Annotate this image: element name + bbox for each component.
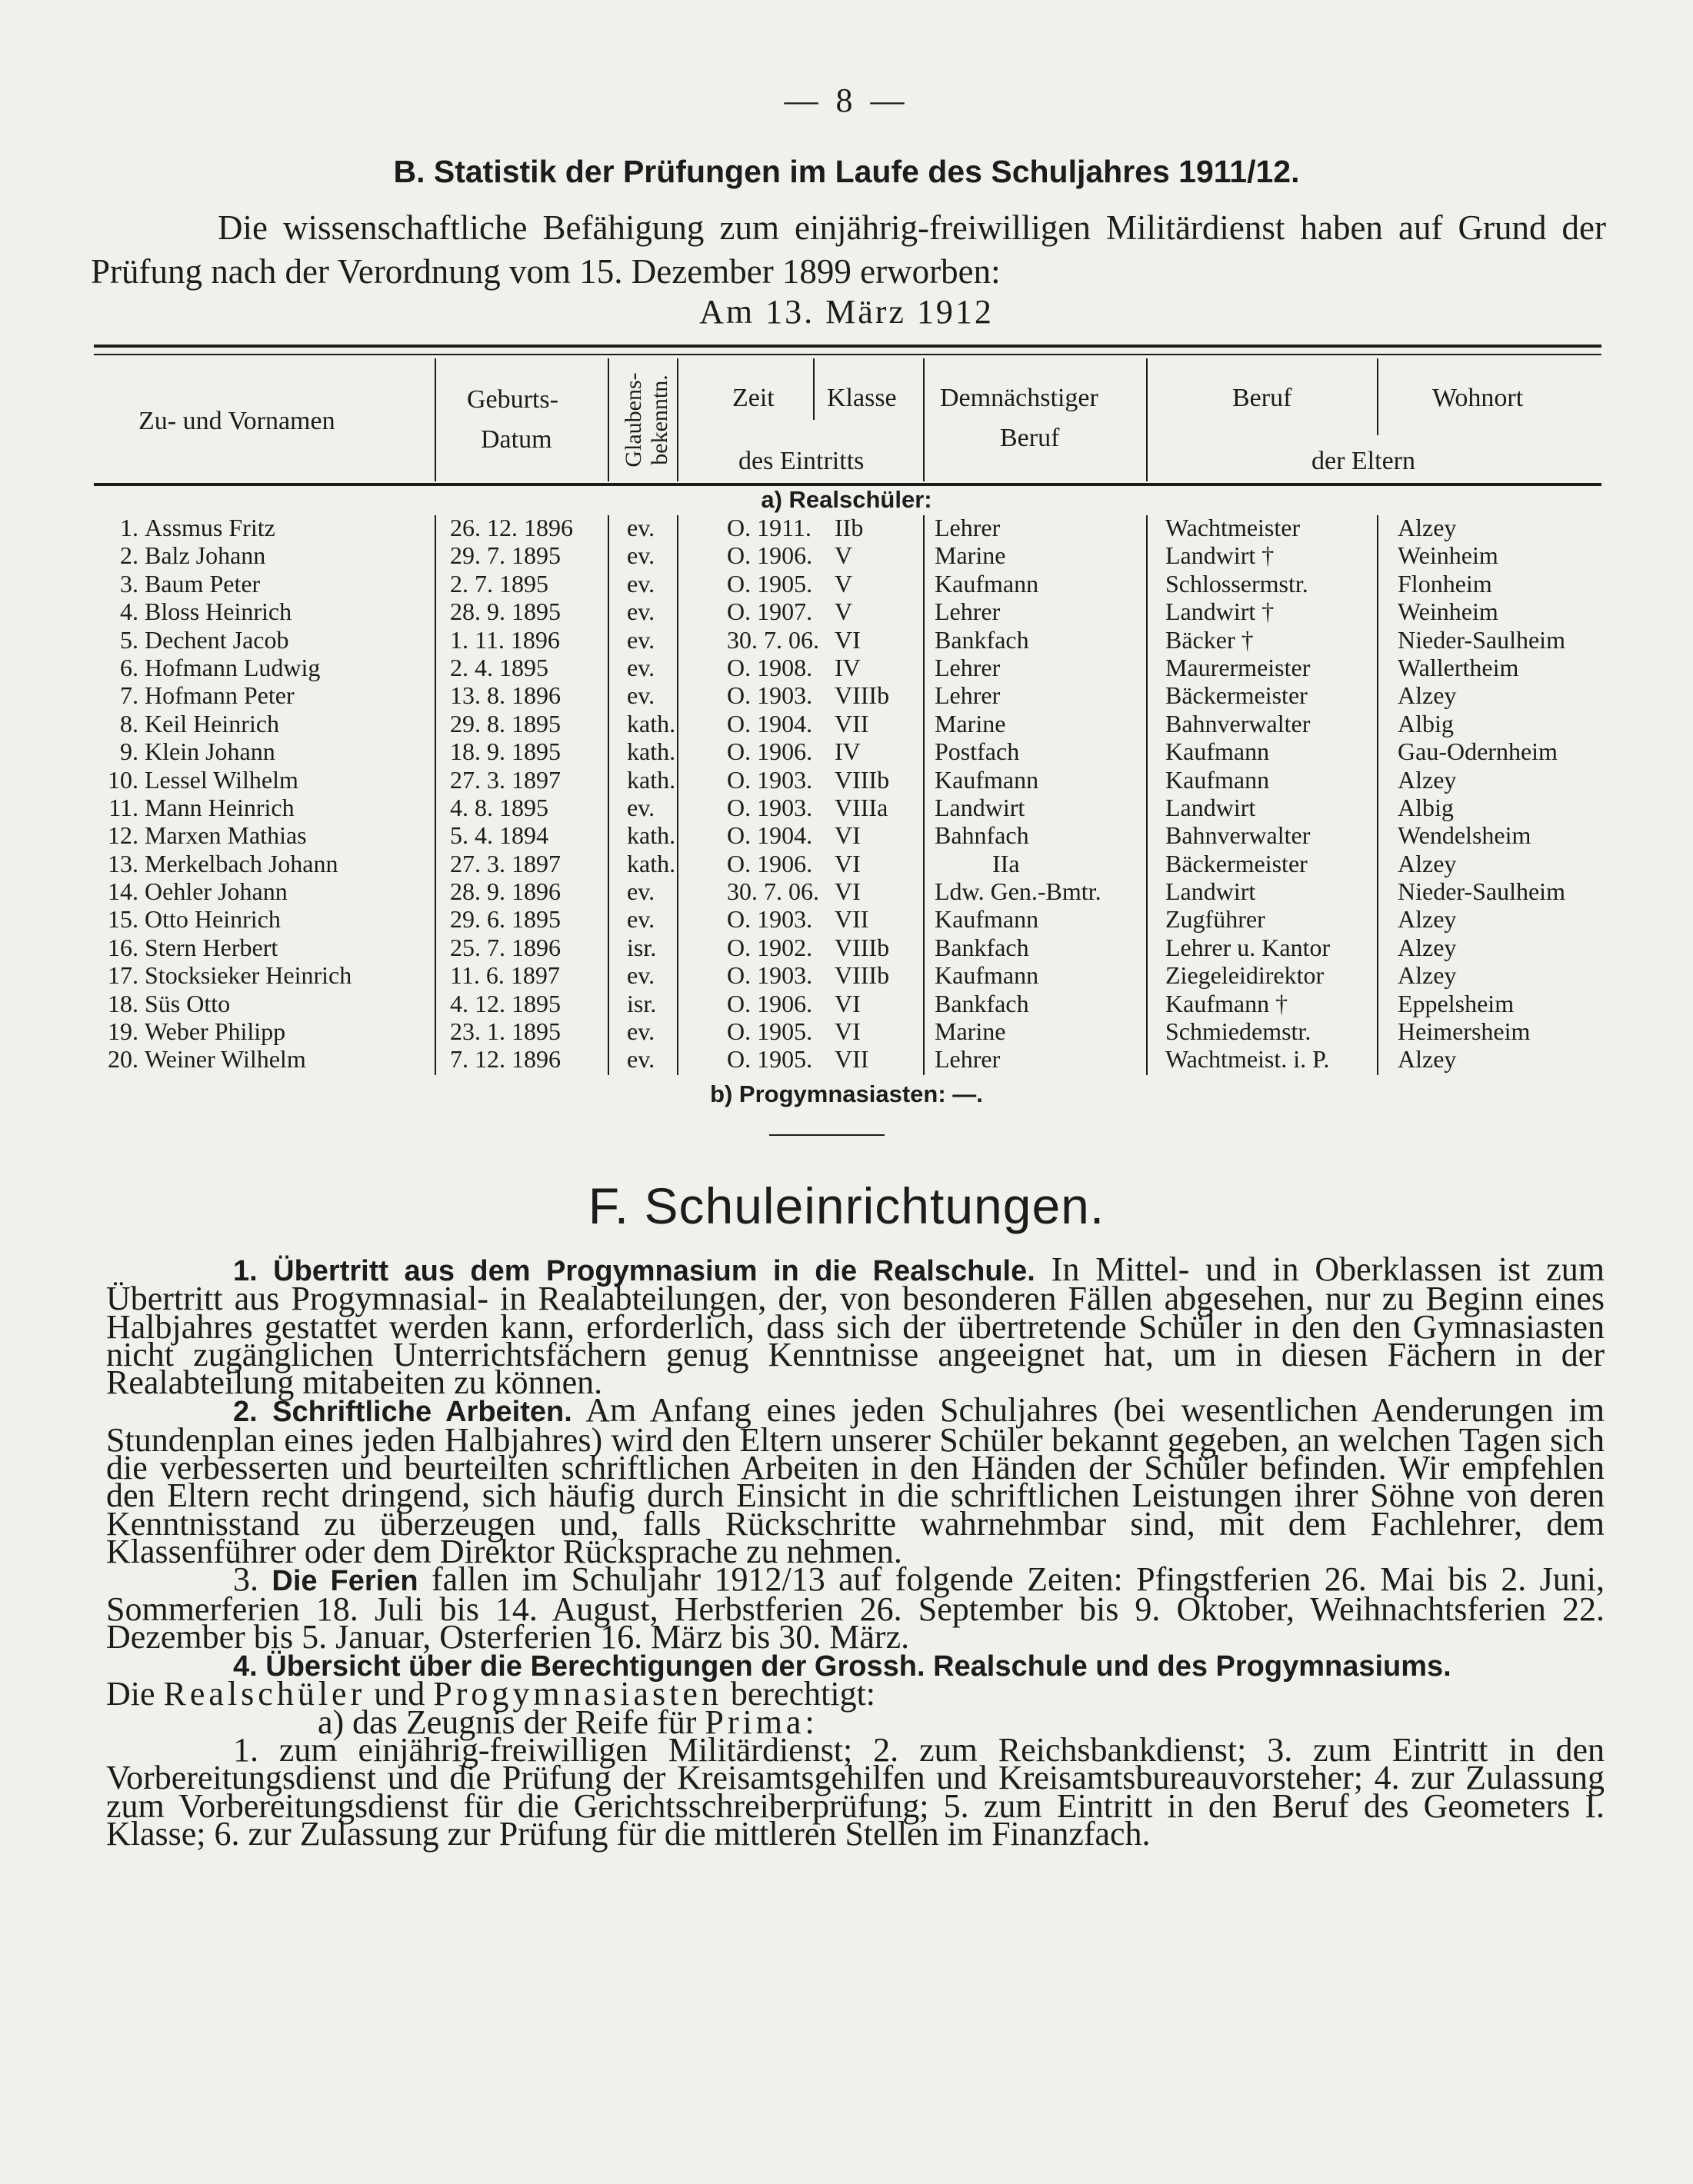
cell-beruf: Bankfach [935,625,1029,654]
p4-post: berechtigt: [730,1675,876,1713]
cell-eltern-beruf: Kaufmann [1165,737,1270,766]
cell-religion: isr. [627,933,657,961]
cell-wohnort: Eppelsheim [1398,989,1515,1017]
cell-name: Lessel Wilhelm [145,765,298,794]
cell-religion: kath. [627,709,676,737]
cell-zeit: O. 1906. [727,849,813,877]
cell-name: Weiner Wilhelm [145,1045,306,1074]
cell-klasse: VIIIb [835,961,890,990]
table-row [0,514,1693,541]
cell-birth: 29. 6. 1895 [450,905,561,934]
cell-eltern-beruf: Bäckermeister [1165,849,1308,877]
cell-wohnort: Gau-Odernheim [1398,737,1558,766]
cell-eltern-beruf: Bahnverwalter [1165,709,1311,737]
cell-zeit: O. 1902. [727,933,813,961]
cell-num: 9. [120,737,138,766]
cell-eltern-beruf: Schlossermstr. [1165,569,1308,598]
paragraph-2-text: Am Anfang eines jeden Schuljahres (bei wesentlichen Aenderungen im Stundenplan eines jeden Halbjahres) wird den Eltern unserer Schüler bekannt gegeben, an welchen Tagen sich die verbesserten und beurteilten schriftlichen Arbeiten in den Händen der Schüler befinden. Wir empfehlen den Eltern recht dringend, sich häufig durch Einsicht in die schriftlichen Leistungen ihrer Söhne von deren Kenntnisstand zu überzeugen und, falls Rückschritte wahrnehmbar sind, mit dem Fachlehrer, dem Klassenführer oder dem Direktor Rücksprache zu nehmen. [106,1391,1605,1570]
cell-name: Hofmann Ludwig [145,653,321,681]
table-row [0,710,1693,737]
header-religion-2: bekenntn. [647,375,672,465]
paragraph-3-heading: Die Ferien [272,1565,418,1598]
paragraph-3-text: fallen im Schuljahr 1912/13 auf folgende Zeiten: Pfingstferien 26. Mai bis 2. Juni, Sommerferien 18. Juli bis 14. August, Herbstferien 26. September bis 9. Oktober, Weihnachtsferien 22. Dezember bis 5. Januar, Osterferien 16. März bis 30. März. [106,1560,1605,1656]
cell-klasse: VI [835,1017,861,1046]
table-row [0,1045,1693,1073]
cell-num: 10. [108,765,138,794]
cell-klasse: V [835,598,853,626]
cell-birth: 25. 7. 1896 [450,933,561,961]
cell-wohnort: Alzey [1398,765,1457,794]
cell-zeit: 30. 7. 06. [727,877,819,906]
p4a-prima: Prima [705,1703,805,1741]
cell-zeit: O. 1903. [727,681,813,710]
cell-num: 4. [120,598,138,626]
cell-religion: kath. [627,849,676,877]
cell-beruf: Lehrer [935,681,1001,710]
col-divider [813,358,815,420]
cell-beruf: Bahnfach [935,821,1029,850]
section-b-intro [91,206,1606,294]
cell-num: 19. [108,1017,138,1046]
cell-religion: ev. [627,877,655,906]
cell-birth: 11. 6. 1897 [450,961,560,990]
header-name: Zu- und Vornamen [138,407,335,435]
header-future-1: Demnächstiger [940,384,1098,412]
header-parent-job: Beruf [1232,384,1292,412]
cell-beruf: IIa [992,849,1020,877]
table-row [0,794,1693,821]
cell-religion: kath. [627,737,676,766]
cell-religion: ev. [627,598,655,626]
cell-eltern-beruf: Wachtmeister [1165,514,1301,541]
cell-zeit: O. 1906. [727,737,813,766]
cell-beruf: Ldw. Gen.-Bmtr. [935,877,1101,906]
cell-wohnort: Wendelsheim [1398,821,1531,850]
cell-klasse: VI [835,989,861,1017]
cell-klasse: IV [835,737,861,766]
cell-klasse: IV [835,653,861,681]
cell-name: Dechent Jacob [145,625,289,654]
cell-eltern-beruf: Landwirt [1165,793,1256,821]
cell-zeit: O. 1905. [727,1045,813,1074]
cell-zeit: O. 1903. [727,905,813,934]
cell-religion: ev. [627,793,655,821]
section-b-title: B. Statistik der Prüfungen im Laufe des Schuljahres 1911/12. [393,154,1300,189]
cell-num: 12. [108,821,138,850]
paragraph-3-num: 3. [233,1560,258,1599]
cell-klasse: VI [835,625,861,654]
cell-birth: 2. 7. 1895 [450,569,548,598]
cell-beruf: Marine [935,709,1006,737]
header-parents: der Eltern [1311,447,1415,475]
cell-wohnort: Alzey [1398,961,1457,990]
cell-name: Marxen Mathias [145,821,307,850]
cell-beruf: Landwirt [935,793,1025,821]
cell-eltern-beruf: Landwirt † [1165,541,1275,570]
separator-rule [769,1134,885,1136]
table-row [0,1017,1693,1045]
cell-klasse: VIIIb [835,933,890,961]
cell-num: 1. [120,514,138,541]
table-row [0,598,1693,625]
table-row [0,541,1693,569]
cell-religion: ev. [627,653,655,681]
paragraph-2-heading: 2. Schriftliche Arbeiten. [233,1396,572,1429]
cell-klasse: VI [835,849,861,877]
cell-eltern-beruf: Wachtmeist. i. P. [1165,1045,1330,1074]
table-row [0,934,1693,961]
cell-birth: 28. 9. 1895 [450,598,561,626]
header-religion-text [621,352,675,488]
cell-birth: 2. 4. 1895 [450,653,548,681]
page-number: — 8 — [784,82,909,119]
table-row [0,766,1693,794]
cell-eltern-beruf: Bäckermeister [1165,681,1308,710]
header-klasse: Klasse [827,384,897,412]
cell-beruf: Lehrer [935,653,1001,681]
cell-name: Stern Herbert [145,933,278,961]
col-divider [1146,358,1148,481]
cell-name: Süs Otto [145,989,231,1017]
cell-zeit: O. 1905. [727,569,813,598]
cell-eltern-beruf: Landwirt [1165,877,1256,906]
table-row [0,905,1693,933]
cell-klasse: VIIIa [835,793,888,821]
header-future-2: Beruf [1000,424,1060,452]
exam-date: Am 13. März 1912 [699,293,994,331]
cell-zeit: O. 1903. [727,961,813,990]
col-divider [677,358,678,481]
cell-name: Keil Heinrich [145,709,280,737]
cell-religion: isr. [627,989,657,1017]
cell-klasse: VIIIb [835,681,890,710]
cell-wohnort: Weinheim [1398,598,1498,626]
table-row [0,737,1693,765]
header-religion-1: Glaubens- [621,372,646,468]
cell-religion: ev. [627,625,655,654]
cell-religion: ev. [627,961,655,990]
cell-eltern-beruf: Lehrer u. Kantor [1165,933,1331,961]
paragraph-1-heading: 1. Übertritt aus dem Progymnasium in die Realschule. [233,1255,1035,1287]
cell-eltern-beruf: Ziegeleidirektor [1165,961,1325,990]
table-top-rule [94,345,1601,348]
cell-num: 5. [120,625,138,654]
cell-zeit: 30. 7. 06. [727,625,819,654]
cell-klasse: VI [835,821,861,850]
subheading-progymnasiasten: b) Progymnasiasten: —. [710,1080,983,1107]
cell-wohnort: Alzey [1398,933,1457,961]
p4-realschueler: Realschüler [163,1675,366,1713]
cell-birth: 4. 8. 1895 [450,793,548,821]
header-zeit: Zeit [732,384,775,412]
cell-beruf: Kaufmann [935,765,1039,794]
cell-birth: 27. 3. 1897 [450,765,561,794]
cell-wohnort: Alzey [1398,849,1457,877]
cell-eltern-beruf: Maurermeister [1165,653,1311,681]
col-divider [608,358,609,481]
cell-num: 8. [120,709,138,737]
student-rows [0,514,1693,1074]
cell-name: Merkelbach Johann [145,849,338,877]
cell-religion: ev. [627,1045,655,1074]
cell-wohnort: Alzey [1398,905,1457,934]
cell-wohnort: Albig [1398,793,1454,821]
cell-zeit: O. 1903. [727,765,813,794]
cell-name: Klein Johann [145,737,275,766]
cell-eltern-beruf: Bäcker † [1165,625,1254,654]
p4-progymnasiasten: Progymnasiasten [433,1675,722,1713]
cell-klasse: V [835,569,853,598]
cell-wohnort: Nieder-Saulheim [1398,877,1565,906]
table-row [0,990,1693,1017]
paragraph-1-text: In Mittel- und in Oberklassen ist zum Übertritt aus Progymnasial- in Realabteilungen, der, von besonderen Fällen abgesehen, nur zu Beginn eines Halbjahres gestattet werden kann, erforderlich, dass sich der übertretende Schüler in den den Gymnasiasten nicht zugänglichen Unterrichtsfächern genug Kenntnisse angeeignet hat, um in diesen Fächern in der Realabteilung mitabeiten zu können. [106,1250,1605,1402]
cell-beruf: Bankfach [935,933,1029,961]
cell-name: Oehler Johann [145,877,288,906]
cell-eltern-beruf: Landwirt † [1165,598,1275,626]
cell-birth: 29. 8. 1895 [450,709,561,737]
cell-zeit: O. 1907. [727,598,813,626]
cell-name: Bloss Heinrich [145,598,292,626]
col-divider [1377,358,1378,435]
cell-wohnort: Alzey [1398,514,1457,541]
paragraph-4-title: 4. Übersicht über die Berechtigungen der Grossh. Realschule und des Progymnasiums. [233,1650,1451,1683]
paragraph-4-list [106,1731,1605,1853]
p4-und: und [374,1675,425,1713]
cell-num: 6. [120,653,138,681]
cell-name: Weber Philipp [145,1017,286,1046]
cell-num: 13. [108,849,138,877]
cell-beruf: Marine [935,541,1006,570]
cell-wohnort: Heimersheim [1398,1017,1531,1046]
cell-birth: 4. 12. 1895 [450,989,561,1017]
cell-religion: ev. [627,905,655,934]
cell-eltern-beruf: Bahnverwalter [1165,821,1311,850]
header-birth-2: Datum [481,425,552,454]
cell-klasse: VII [835,905,869,934]
cell-klasse: VII [835,709,869,737]
cell-birth: 1. 11. 1896 [450,625,560,654]
cell-religion: ev. [627,681,655,710]
cell-eltern-beruf: Kaufmann [1165,765,1270,794]
header-entry: des Eintritts [738,447,865,475]
table-row [0,850,1693,877]
cell-beruf: Lehrer [935,598,1001,626]
cell-name: Stocksieker Heinrich [145,961,352,990]
p4a-post: : [805,1703,815,1741]
cell-num: 11. [108,793,138,821]
cell-wohnort: Alzey [1398,1045,1457,1074]
paragraph-1 [106,1250,1605,1402]
cell-beruf: Marine [935,1017,1006,1046]
cell-religion: ev. [627,569,655,598]
table-row [0,570,1693,598]
cell-zeit: O. 1904. [727,821,813,850]
cell-num: 17. [108,961,138,990]
cell-wohnort: Flonheim [1398,569,1492,598]
cell-klasse: VII [835,1045,869,1074]
cell-beruf: Bankfach [935,989,1029,1017]
cell-birth: 28. 9. 1896 [450,877,561,906]
cell-birth: 27. 3. 1897 [450,849,561,877]
cell-zeit: O. 1906. [727,541,813,570]
cell-num: 18. [108,989,138,1017]
cell-birth: 18. 9. 1895 [450,737,561,766]
cell-religion: ev. [627,541,655,570]
table-row [0,961,1693,989]
cell-beruf: Kaufmann [935,905,1039,934]
cell-num: 7. [120,681,138,710]
cell-beruf: Kaufmann [935,961,1039,990]
table-row [0,681,1693,709]
cell-wohnort: Nieder-Saulheim [1398,625,1565,654]
table-top-rule-thin [94,354,1601,355]
cell-name: Assmus Fritz [145,514,275,541]
cell-birth: 29. 7. 1895 [450,541,561,570]
section-f-title: F. Schuleinrichtungen. [588,1177,1105,1234]
col-divider [923,358,925,481]
cell-klasse: IIb [835,514,864,541]
header-religion [621,352,675,488]
p4-pre: Die [106,1675,155,1713]
cell-birth: 13. 8. 1896 [450,681,561,710]
cell-name: Otto Heinrich [145,905,281,934]
cell-birth: 5. 4. 1894 [450,821,548,850]
cell-eltern-beruf: Schmiedemstr. [1165,1017,1311,1046]
paragraph-2 [106,1391,1605,1570]
table-row [0,877,1693,905]
header-residence: Wohnort [1432,384,1524,412]
cell-zeit: O. 1911. [727,514,812,541]
cell-wohnort: Albig [1398,709,1454,737]
cell-name: Baum Peter [145,569,261,598]
cell-num: 2. [120,541,138,570]
cell-eltern-beruf: Kaufmann † [1165,989,1288,1017]
table-row [0,654,1693,681]
cell-klasse: VI [835,877,861,906]
cell-religion: kath. [627,821,676,850]
table-row [0,821,1693,849]
col-divider [435,358,436,481]
cell-beruf: Lehrer [935,514,1001,541]
cell-name: Balz Johann [145,541,266,570]
cell-beruf: Postfach [935,737,1020,766]
cell-birth: 7. 12. 1896 [450,1045,561,1074]
cell-eltern-beruf: Zugführer [1165,905,1265,934]
subheading-realschueler: a) Realschüler: [761,486,932,513]
cell-wohnort: Alzey [1398,681,1457,710]
paragraph-3 [106,1560,1605,1656]
section-f-body [106,1250,1605,1853]
cell-zeit: O. 1905. [727,1017,813,1046]
cell-birth: 26. 12. 1896 [450,514,573,541]
cell-beruf: Kaufmann [935,569,1039,598]
cell-wohnort: Wallertheim [1398,653,1519,681]
cell-name: Hofmann Peter [145,681,295,710]
cell-zeit: O. 1903. [727,793,813,821]
cell-wohnort: Weinheim [1398,541,1498,570]
cell-num: 3. [120,569,138,598]
cell-religion: ev. [627,514,655,541]
cell-beruf: Lehrer [935,1045,1001,1074]
cell-klasse: VIIIb [835,765,890,794]
p4a-pre: a) das Zeugnis der Reife für [318,1703,697,1741]
cell-num: 20. [108,1045,138,1074]
cell-zeit: O. 1904. [727,709,813,737]
table-row [0,626,1693,654]
header-birth-1: Geburts- [467,385,558,414]
cell-num: 14. [108,877,138,906]
cell-num: 15. [108,905,138,934]
section-b-intro-text: Die wissenschaftliche Befähigung zum einjährig-freiwilligen Militärdienst haben auf Grund der Prüfung nach der Verordnung vom 15. Dezember 1899 erworben: [91,208,1606,291]
cell-num: 16. [108,933,138,961]
p4-list-text: 1. zum einjährig-freiwilligen Militärdienst; 2. zum Reichsbankdienst; 3. zum Eintritt in den Vorbereitungsdienst und die Prüfung der Kreisamtsgehilfen und Kreisamtsbureauvorsteher; 4. zur Zulassung zum Vorbereitungsdienst für die Gerichtsschreiberprüfung; 5. zum Eintritt in den Beruf des Geometers I. Klasse; 6. zur Zulassung zur Prüfung für die mittleren Stellen im Finanzfach. [106,1731,1605,1853]
cell-name: Mann Heinrich [145,793,295,821]
cell-zeit: O. 1908. [727,653,813,681]
cell-zeit: O. 1906. [727,989,813,1017]
cell-religion: kath. [627,765,676,794]
cell-klasse: V [835,541,853,570]
cell-religion: ev. [627,1017,655,1046]
cell-birth: 23. 1. 1895 [450,1017,561,1046]
